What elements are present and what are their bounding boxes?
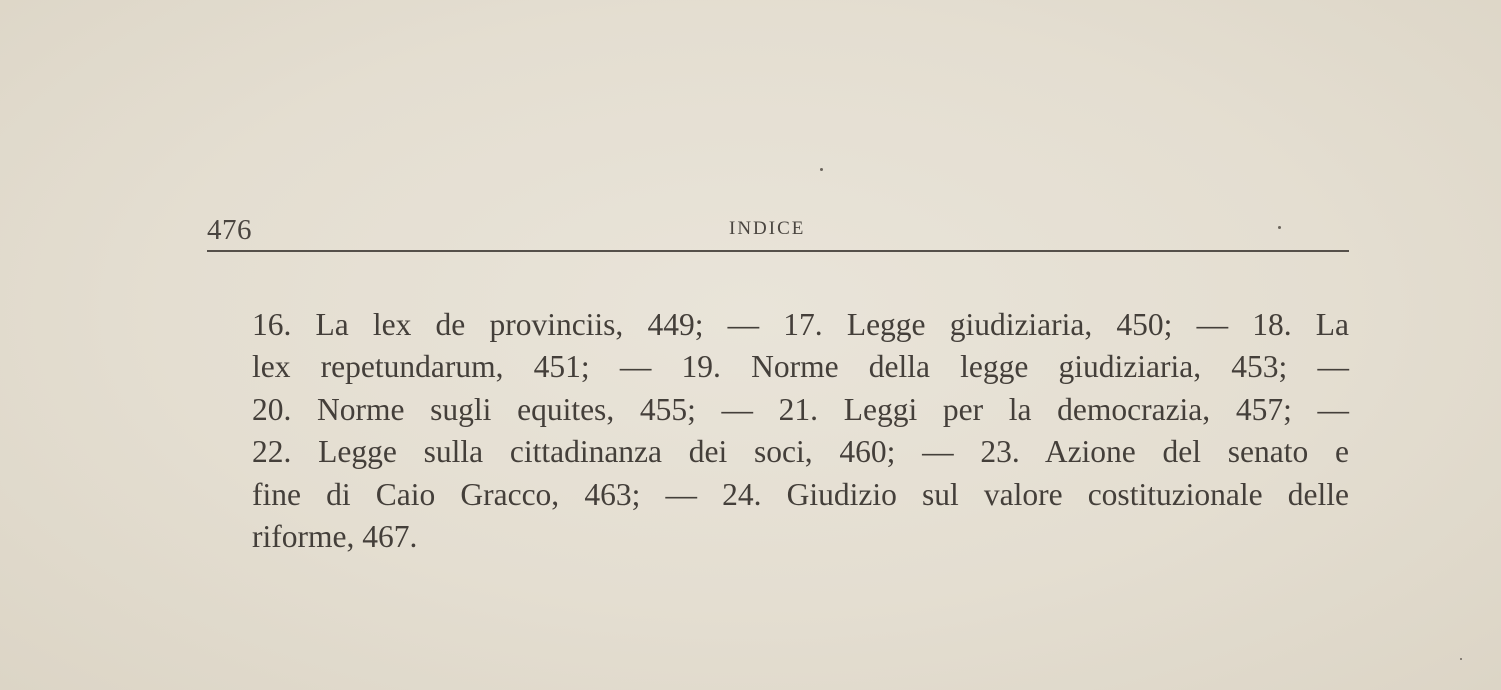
running-head: INDICE [729,218,806,239]
paper-speck [1460,658,1462,660]
text-line: fine di Caio Gracco, 463; — 24. Giudizio sul valore costituzionale delle [252,476,1349,512]
paper-speck [1278,226,1281,229]
page-number: 476 [207,214,252,246]
page-header [207,210,1349,248]
header-rule [207,250,1349,252]
text-line: lex repetundarum, 451; — 19. Norme della legge giudiziaria, 453; — [252,349,1349,385]
text-line: 16. La lex de provinciis, 449; — 17. Legge giudiziaria, 450; — 18. La [252,307,1349,342]
text-line: 22. Legge sulla cittadinanza dei soci, 460; — 23. Azione del senato e [252,434,1349,470]
paper-speck [820,168,823,171]
text-line: riforme, 467. [252,519,418,555]
text-line: 20. Norme sugli equites, 455; — 21. Leggi per la democrazia, 457; — [252,391,1349,427]
index-entry-text [252,304,1349,558]
